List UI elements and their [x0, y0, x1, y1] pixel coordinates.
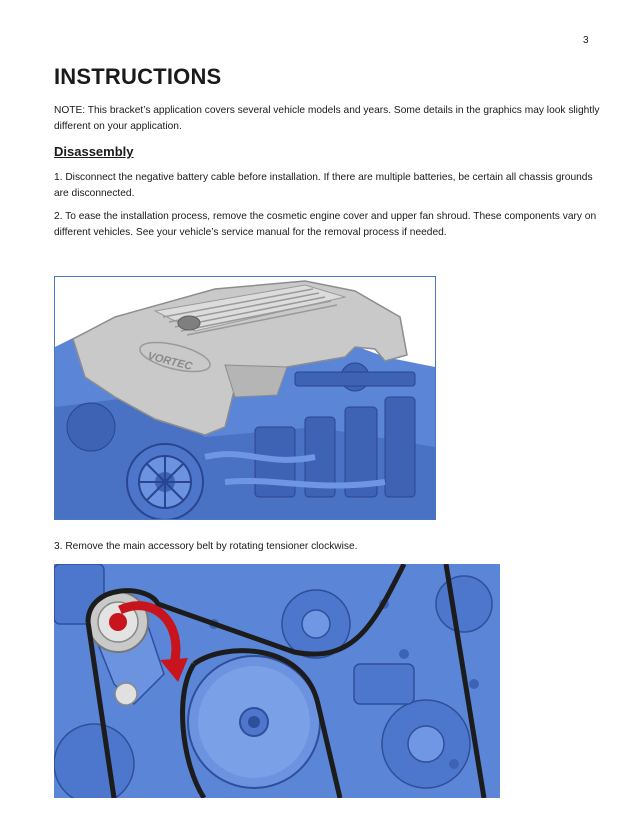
engine-cover-illustration	[55, 277, 435, 519]
step-1: 1. Disconnect the negative battery cable before installation. If there are multiple batteries, be certain all chassis grounds are disconnected.	[54, 172, 593, 199]
engine-cover-figure	[54, 276, 436, 520]
cover-logo-text: VORTEC	[146, 350, 194, 373]
crank-pulley	[188, 656, 320, 788]
note-paragraph: NOTE: This bracket’s application covers several vehicle models and years. Some details in the graphics may look slightly different on your application.	[54, 105, 600, 132]
alternator	[127, 444, 203, 519]
accessory-belt-illustration	[54, 564, 500, 798]
accessory-belt-figure	[54, 564, 500, 798]
page-number: 3	[583, 35, 589, 46]
step-2: 2. To ease the installation process, remove the cosmetic engine cover and upper fan shroud. These components vary on different vehicles. See your vehicle’s service manual for the removal process if needed.	[54, 211, 597, 238]
section-heading-disassembly: Disassembly	[54, 144, 134, 159]
step-3: 3. Remove the main accessory belt by rotating tensioner clockwise.	[54, 541, 358, 552]
page-title: INSTRUCTIONS	[54, 64, 222, 89]
